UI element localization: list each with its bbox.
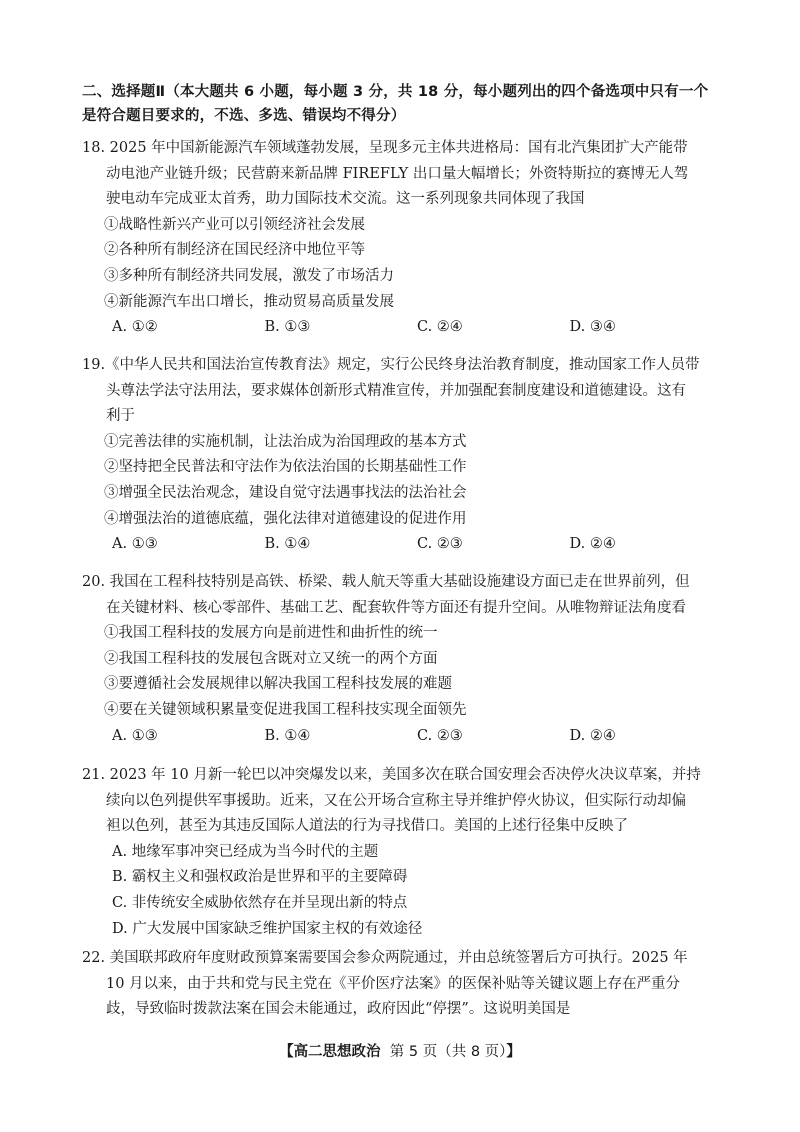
option-a: A. 地缘军事冲突已经成为当今时代的主题 [112, 843, 379, 860]
page-footer [0, 1040, 800, 1061]
choice-a: A. ①② [112, 319, 158, 336]
answer-choices [82, 315, 722, 341]
choice-b: B. ①③ [264, 319, 311, 336]
question-stem-line: 21. 2023 年 10 月新一轮巴以冲突爆发以来，美国多次在联合国安理会否决停火决议草案，并持 [82, 767, 701, 783]
question-19 [82, 353, 722, 558]
question-stem-line: 18. 2025 年中国新能源汽车领域蓬勃发展，呈现多元主体共进格局：国有北汽集团扩大产能带 [82, 140, 688, 156]
statement-item: ④增强法治的道德底蕴，强化法律对道德建设的促进作用 [104, 510, 467, 527]
statement-item: ②坚持把全民普法和守法作为依法治国的长期基础性工作 [104, 459, 467, 476]
statement-item: ③多种所有制经济共同发展，激发了市场活力 [104, 267, 394, 284]
question-stem-line: 驶电动车完成亚太首秀，助力国际技术交流。这一系列现象共同体现了我国 [106, 191, 585, 208]
choice-b: B. ①④ [264, 536, 311, 553]
statement-item: ①完善法律的实施机制，让法治成为治国理政的基本方式 [104, 433, 467, 450]
question-stem-line: 动电池产业链升级；民营蔚来新品牌 FIREFLY 出口量大幅增长；外资特斯拉的赛博无人驾 [106, 165, 689, 182]
footer-page-number: 第 5 页（共 8 页） [389, 1044, 507, 1060]
statement-item: ③增强全民法治观念，建设自觉守法遇事找法的法治社会 [104, 484, 467, 501]
question-20 [82, 570, 722, 749]
choice-c: C. ②③ [417, 536, 463, 553]
footer-bracket-open: 【 [279, 1044, 294, 1060]
statement-item: ②各种所有制经济在国民经济中地位平等 [104, 242, 365, 259]
question-18 [82, 136, 722, 341]
section-header: 二、选择题Ⅱ（本大题共 6 小题，每小题 3 分，共 18 分，每小题列出的四个备选项中只有一个是符合题目要求的，不选、多选、错误均不得分） [82, 84, 709, 124]
statement-item: ①战略性新兴产业可以引领经济社会发展 [104, 216, 365, 233]
question-stem-line: 20. 我国在工程科技特别是高铁、桥梁、载人航天等重大基础设施建设方面已走在世界前列，但 [82, 574, 690, 590]
answer-choices [82, 724, 722, 750]
statement-item: ①我国工程科技的发展方向是前进性和曲折性的统一 [104, 625, 438, 642]
footer-course-name: 高二思想政治 [293, 1044, 381, 1060]
question-stem-line: 利于 [106, 408, 135, 425]
option-d: D. 广大发展中国家缺乏维护国家主权的有效途径 [112, 920, 423, 937]
choice-a: A. ①③ [112, 536, 158, 553]
choice-d: D. ②④ [569, 727, 616, 744]
statement-item: ④新能源汽车出口增长，推动贸易高质量发展 [104, 293, 394, 310]
statement-item: ④要在关键领域积累量变促进我国工程科技实现全面领先 [104, 701, 467, 718]
question-21 [82, 763, 722, 942]
question-stem-line: 22. 美国联邦政府年度财政预算案需要国会参众两院通过，并由总统签署后方可执行。2025 年 [82, 950, 688, 966]
choice-a: A. ①③ [112, 727, 158, 744]
choice-c: C. ②③ [417, 727, 463, 744]
choice-b: B. ①④ [264, 727, 311, 744]
option-b: B. 霸权主义和强权政治是世界和平的主要障碍 [112, 869, 408, 886]
choice-c: C. ②④ [417, 319, 463, 336]
question-stem-line: 19.《中华人民共和国法治宣传教育法》规定，实行公民终身法治教育制度，推动国家工作人员带 [82, 357, 700, 373]
question-stem-line: 10 月以来，由于共和党与民主党在《平价医疗法案》的医保补贴等关键议题上存在严重分 [106, 975, 681, 992]
question-22 [82, 946, 722, 1023]
question-stem-line: 在关键材料、核心零部件、基础工艺、配套软件等方面还有提升空间。从唯物辩证法角度看 [106, 599, 686, 616]
statement-item: ③要遵循社会发展规律以解决我国工程科技发展的难题 [104, 676, 452, 693]
option-c: C. 非传统安全威胁依然存在并呈现出新的特点 [112, 894, 408, 911]
statement-item: ②我国工程科技的发展包含既对立又统一的两个方面 [104, 650, 438, 667]
choice-d: D. ②④ [569, 536, 616, 553]
choice-d: D. ③④ [569, 319, 616, 336]
footer-bracket-close: 】 [506, 1044, 521, 1060]
question-stem-line: 续向以色列提供军事援助。近来，又在公开场合宣称主导并维护停火协议，但实际行动却偏 [106, 792, 686, 809]
answer-choices [82, 532, 722, 558]
question-stem-line: 头尊法学法守法用法，要求媒体创新形式精准宣传，并加强配套制度建设和道德建设。这有 [106, 382, 686, 399]
question-stem-line: 歧，导致临时拨款法案在国会未能通过，政府因此“停摆”。这说明美国是 [106, 1001, 571, 1018]
question-stem-line: 袒以色列，甚至为其违反国际人道法的行为寻找借口。美国的上述行径集中反映了 [106, 818, 628, 835]
